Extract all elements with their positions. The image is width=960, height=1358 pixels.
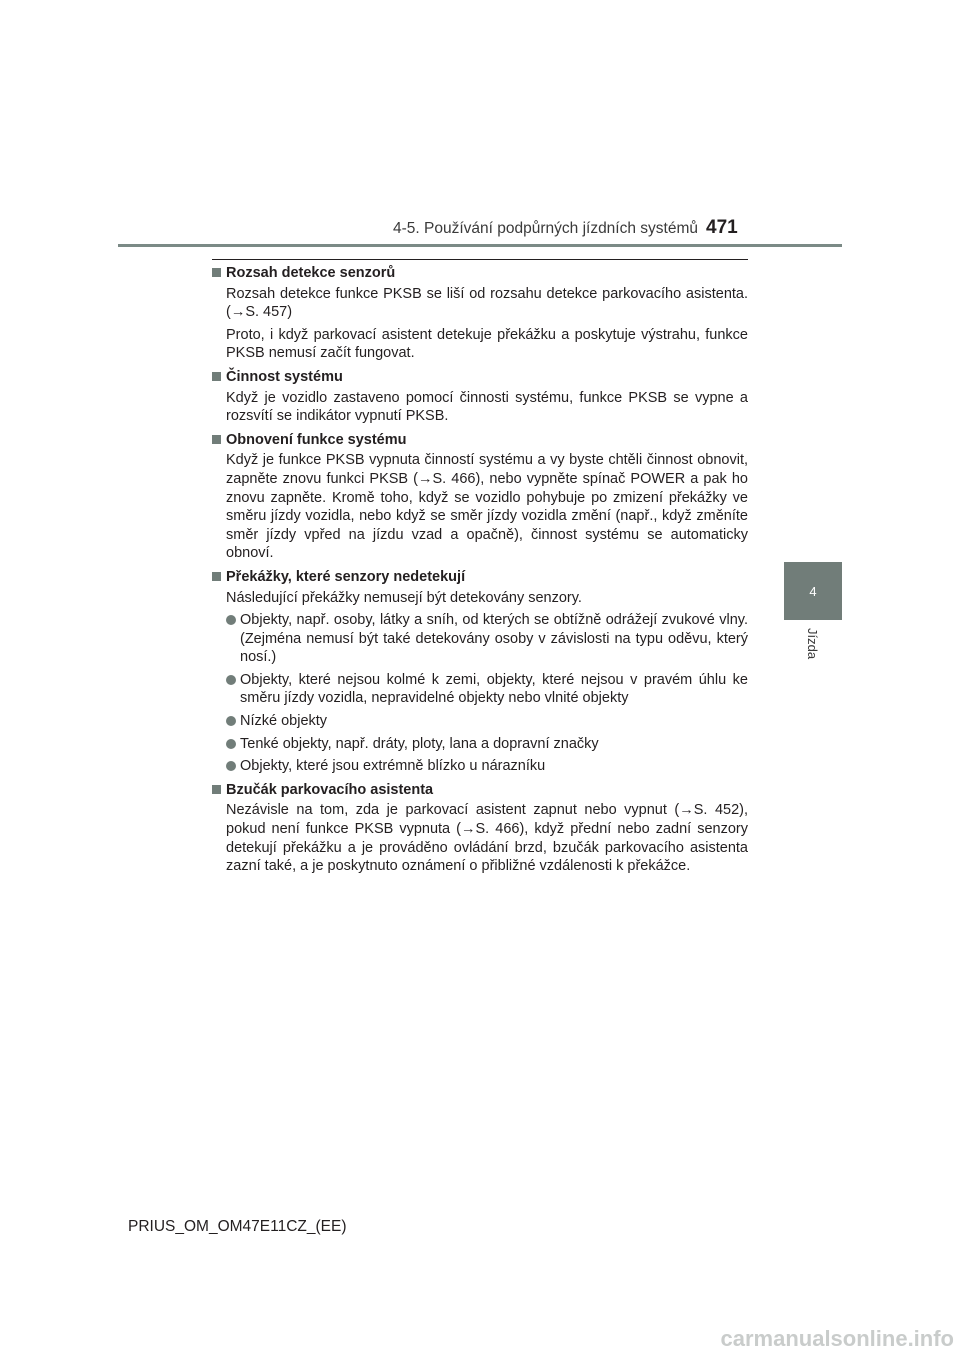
content-rule — [212, 259, 748, 260]
section-paragraph: Když je vozidlo zastaveno pomocí činnosti systému, funkce PKSB se vypne a rozsvítí se indikátor vypnutí PKSB. — [226, 389, 748, 425]
section-heading-text: Překážky, které senzory nedetekují — [226, 568, 466, 585]
section-heading-text: Obnovení funkce systému — [226, 431, 407, 448]
chapter-tab-number: 4 — [809, 583, 817, 599]
section — [212, 781, 748, 876]
list-item — [212, 611, 748, 667]
circle-bullet-icon — [226, 675, 236, 685]
circle-bullet-icon — [226, 615, 236, 625]
list-item-text: Nízké objekty — [240, 713, 328, 730]
circle-bullet-icon — [226, 739, 236, 749]
square-bullet-icon — [212, 572, 221, 581]
section-heading-text: Činnost systému — [226, 368, 343, 385]
section-heading — [212, 264, 748, 283]
section — [212, 264, 748, 363]
chapter-tab-label: Jízda — [805, 628, 820, 660]
list-item — [212, 671, 748, 708]
header-rule — [118, 244, 842, 247]
list-item — [212, 757, 748, 776]
list-item-text: Objekty, např. osoby, látky a sníh, od kterých se obtížně odrážejí zvukové vlny. (Zejména nemusí být také detekovány osoby v závislosti na typu oděvu, který nosí.) — [240, 612, 748, 666]
circle-bullet-icon — [226, 716, 236, 726]
section-paragraph: Následující překážky nemusejí být detekovány senzory. — [226, 589, 582, 606]
chapter-tab[interactable] — [784, 562, 842, 620]
section-heading — [212, 368, 748, 387]
section — [212, 568, 748, 776]
list-item-text: Tenké objekty, např. dráty, ploty, lana a dopravní značky — [240, 735, 599, 752]
square-bullet-icon — [212, 372, 221, 381]
section-heading — [212, 568, 748, 587]
content — [212, 264, 748, 881]
header-title: 4-5. Používání podpůrných jízdních systémů — [393, 220, 698, 237]
section-paragraph: Proto, i když parkovací asistent detekuje překážku a poskytuje výstrahu, funkce PKSB nemusí začít fungovat. — [226, 326, 748, 362]
section — [212, 368, 748, 426]
page-number: 471 — [706, 217, 738, 238]
section — [212, 431, 748, 563]
section-paragraph: Rozsah detekce funkce PKSB se liší od rozsahu detekce parkovacího asistenta. (→S. 457) — [226, 285, 748, 321]
square-bullet-icon — [212, 268, 221, 277]
list-item — [212, 735, 748, 754]
section-heading — [212, 781, 748, 800]
list-item-text: Objekty, které jsou extrémně blízko u nárazníku — [240, 758, 546, 775]
section-paragraph: Nezávisle na tom, zda je parkovací asistent zapnut nebo vypnut (→S. 452), pokud není funkce PKSB vypnuta (→S. 466), když přední nebo zadní senzory detekují překážku a je prováděno ovládání brzd, bzučák parkovacího asistenta zazní také, a je poskytnuto oznámení o přibližné vzdálenosti k překážce. — [226, 802, 748, 875]
list-item — [212, 712, 748, 731]
square-bullet-icon — [212, 435, 221, 444]
section-heading — [212, 431, 748, 450]
list-item-text: Objekty, které nejsou kolmé k zemi, objekty, které nejsou v pravém úhlu ke směru jízdy vozidla, nepravidelné objekty nebo vlnité objekty — [240, 671, 748, 707]
section-paragraph: Když je funkce PKSB vypnuta činností systému a vy byste chtěli činnost obnovit, zapněte znovu funkci PKSB (→S. 466), nebo vypněte spínač POWER a pak ho znovu zapněte. Kromě toho, když se vozidlo pohybuje po zmizení překážky ve směru jízdy vozidla, nebo když se směr jízdy vozidla změní (např., když změníte směr jízdy vpřed na jízdu vzad a opačně), činnost systému se automaticky obnoví. — [226, 452, 748, 562]
watermark: carmanualsonline.info — [720, 1326, 954, 1351]
section-heading-text: Rozsah detekce senzorů — [226, 265, 396, 281]
square-bullet-icon — [212, 785, 221, 794]
section-heading-text: Bzučák parkovacího asistenta — [226, 781, 434, 798]
footer-code: PRIUS_OM_OM47E11CZ_(EE) — [128, 1218, 347, 1235]
circle-bullet-icon — [226, 761, 236, 771]
